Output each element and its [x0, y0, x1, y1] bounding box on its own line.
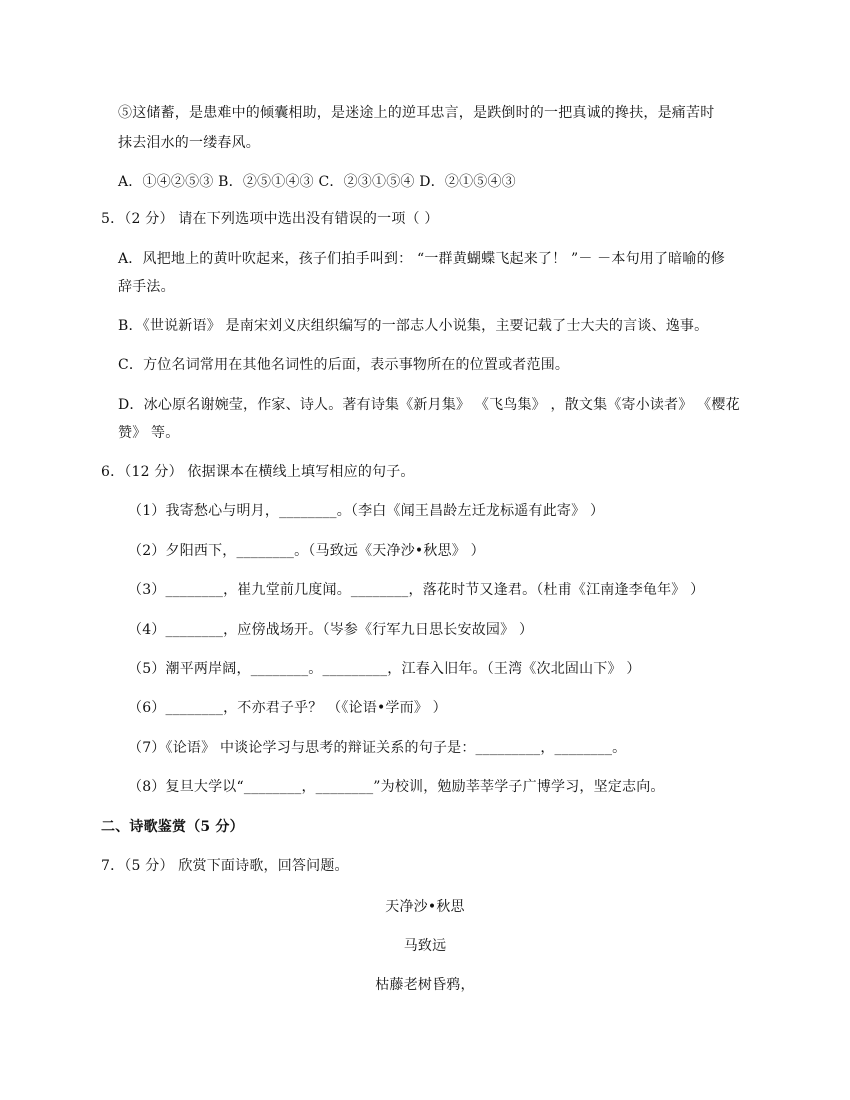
q5-option-d-line2: 赞》 等。: [118, 425, 180, 441]
q6-item: （1）我寄愁心与明月，________。（李白《闻王昌龄左迁龙标遥有此寄》 ）: [128, 503, 605, 519]
q6-item: （8）复旦大学以“________，________”为校训，勉励莘莘学子广博学习，坚定志向。: [128, 779, 665, 795]
q5-option-d-line1: D．冰心原名谢婉莹，作家、诗人。著有诗集《新月集》 《飞鸟集》 ，散文集《寄小读者》 《樱花: [118, 397, 740, 413]
q7-stem: 7．（5 分） 欣赏下面诗歌，回答问题。: [101, 858, 349, 874]
q4-item5-line2: 抹去泪水的一缕春风。: [118, 135, 260, 151]
q5-option-a-line2: 辞手法。: [118, 279, 175, 295]
poem-line: 枯藤老树昏鸦，: [375, 977, 475, 993]
q6-item: （6）________，不亦君子乎？ （《论语•学而》 ）: [128, 700, 447, 716]
q6-stem: 6．（12 分） 依据课本在横线上填写相应的句子。: [101, 464, 415, 480]
q6-item: （4）________，应傍战场开。（岑参《行军九日思长安故园》 ）: [128, 622, 534, 638]
q5-option-c: C．方位名词常用在其他名词性的后面，表示事物所在的位置或者范围。: [118, 357, 570, 373]
q5-stem: 5．（2 分） 请在下列选项中选出没有错误的一项（ ）: [101, 211, 439, 227]
q6-item: （2）夕阳西下，________。（马致远《天净沙•秋思》 ）: [128, 543, 485, 559]
q6-item: （5）潮平两岸阔，________。_________，江春入旧年。（王湾《次北固山下》 ）: [128, 661, 641, 677]
section-title-poetry: 二、诗歌鉴赏（5 分）: [101, 819, 244, 835]
q6-item: （3）________，崔九堂前几度闻。________，落花时节又逢君。（杜甫《江南逢李龟年》 ）: [128, 582, 705, 598]
poem-author: 马致远: [403, 938, 447, 954]
q5-option-b: B．《世说新语》 是南宋刘义庆组织编写的一部志人小说集，主要记载了士大夫的言谈、逸事。: [118, 318, 709, 334]
q4-options: A．①④②⑤③ B．②⑤①④③ C．②③①⑤④ D．②①⑤④③: [118, 174, 516, 190]
q6-item: （7）《论语》 中谈论学习与思考的辩证关系的句子是：_________，________。: [128, 740, 627, 756]
poem-title: 天净沙•秋思: [385, 899, 465, 915]
q4-item5-line1: ⑤这储蓄，是患难中的倾囊相助，是迷途上的逆耳忠言，是跌倒时的一把真诚的搀扶，是痛苦时: [118, 105, 715, 121]
q5-option-a-line1: A．风把地上的黄叶吹起来，孩子们拍手叫到： “一群黄蝴蝶飞起来了！ ”－ －本句用了暗喻的修: [118, 251, 725, 267]
